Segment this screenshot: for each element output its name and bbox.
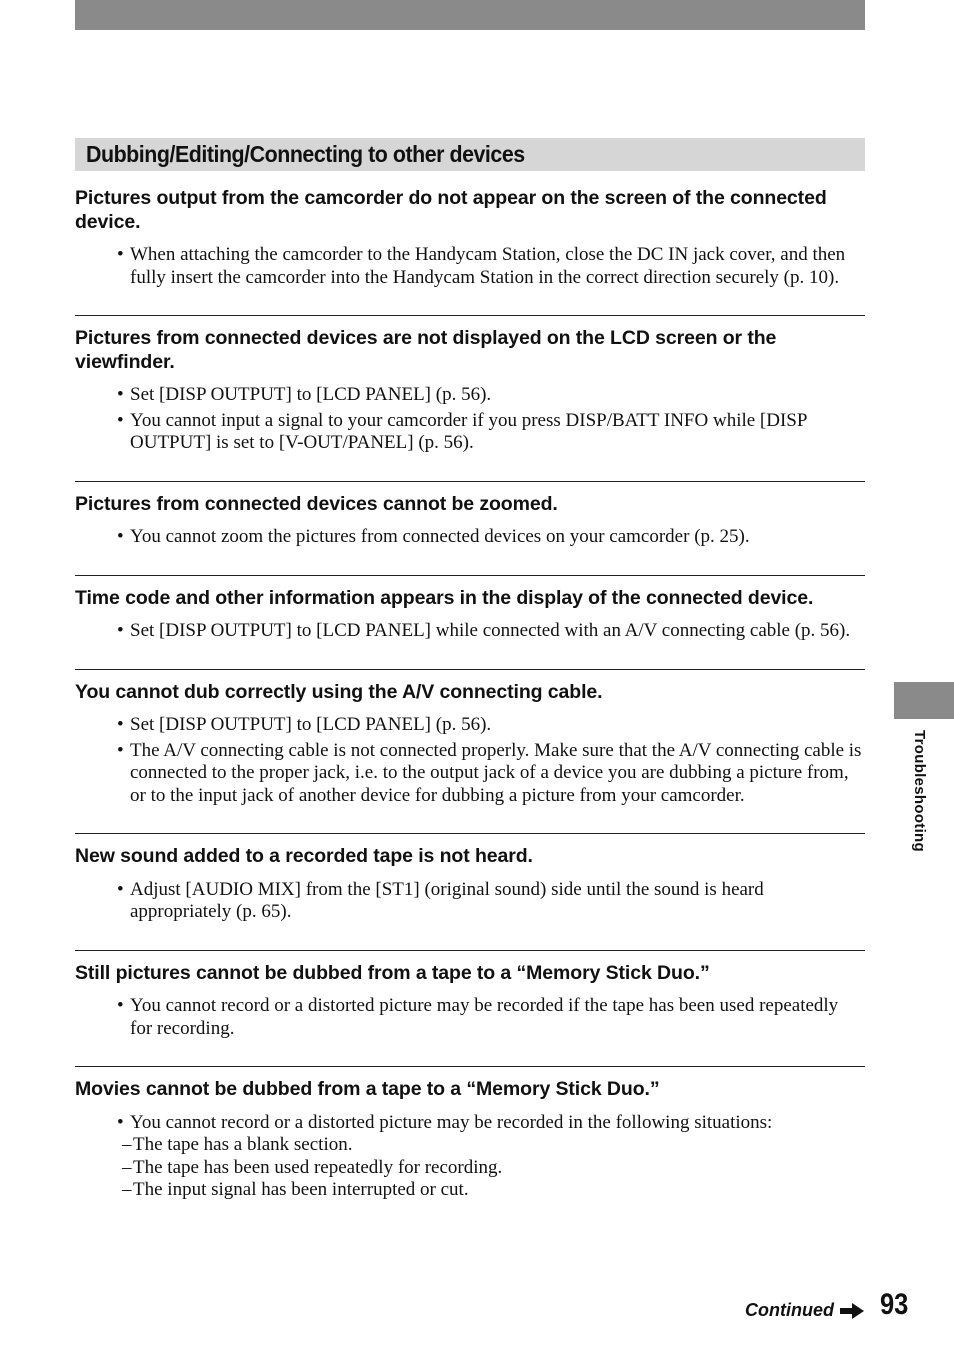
troubleshooting-item: [75, 493, 865, 576]
troubleshooting-item: [75, 845, 865, 951]
bullet-icon: •: [117, 384, 124, 405]
item-heading: New sound added to a recorded tape is not heard.: [75, 845, 533, 867]
bullet-icon: •: [117, 739, 124, 761]
bullet-text: When attaching the camcorder to the Handycam Station, close the DC IN jack cover, and then fully insert the camcorder into the Handycam Station in the correct direction securely (p. 10).: [130, 244, 846, 288]
item-bullets: [75, 620, 865, 643]
troubleshooting-item: [75, 1078, 865, 1225]
side-tab-label: Troubleshooting: [911, 730, 928, 852]
item-bullets: [75, 384, 865, 455]
bullet-text: You cannot record or a distorted picture may be recorded if the tape has been used repeatedly for recording.: [130, 995, 839, 1039]
page-number: 93: [880, 1288, 909, 1321]
bullet-item: [75, 620, 865, 643]
troubleshooting-item: [75, 681, 865, 835]
item-heading: Pictures from connected devices cannot be zoomed.: [75, 492, 558, 515]
bullet-text: You cannot input a signal to your camcorder if you press DISP/BATT INFO while [DISP OUTPUT] is set to [V-OUT/PANEL] (p. 56).: [130, 409, 807, 453]
bullet-item: [75, 384, 865, 407]
bullet-item: [75, 879, 865, 924]
item-heading: Pictures output from the camcorder do not appear on the screen of the connected device.: [75, 187, 827, 233]
bullet-item: [75, 526, 865, 549]
dash-icon: –: [122, 1179, 132, 1200]
troubleshooting-item: [75, 327, 865, 482]
dash-icon: –: [122, 1156, 132, 1178]
troubleshooting-item: [75, 587, 865, 670]
sub-item: [122, 1157, 865, 1180]
sub-item-text: The tape has a blank section.: [133, 1134, 353, 1155]
top-bar: [75, 0, 865, 30]
item-bullets: [75, 1112, 865, 1202]
item-bullets: [75, 714, 865, 807]
item-heading: Movies cannot be dubbed from a tape to a “Memory Stick Duo.”: [75, 1078, 660, 1100]
item-heading: You cannot dub correctly using the A/V connecting cable.: [75, 680, 603, 703]
bullet-text: Set [DISP OUTPUT] to [LCD PANEL] (p. 56).: [130, 714, 492, 735]
bullet-text: The A/V connecting cable is not connected properly. Make sure that the A/V connecting cable is connected to the proper jack, i.e. to the output jack of a device you are dubbing a picture from, or to the input jack of another device for dubbing a picture from your camcorder.: [130, 739, 862, 806]
bullet-text: You cannot zoom the pictures from connected devices on your camcorder (p. 25).: [130, 526, 750, 547]
bullet-item: [75, 244, 865, 289]
arrow-right-icon: [840, 1303, 864, 1319]
item-bullets: [75, 244, 865, 289]
bullet-text: Set [DISP OUTPUT] to [LCD PANEL] (p. 56).: [130, 384, 492, 405]
bullet-icon: •: [117, 995, 124, 1016]
bullet-text: Adjust [AUDIO MIX] from the [ST1] (original sound) side until the sound is heard appropriately (p. 65).: [130, 878, 764, 922]
side-tab-marker: [894, 682, 954, 719]
bullet-text: Set [DISP OUTPUT] to [LCD PANEL] while connected with an A/V connecting cable (p. 56).: [130, 620, 851, 641]
item-heading: Time code and other information appears in the display of the connected device.: [75, 586, 814, 609]
continued-label: Continued: [745, 1300, 834, 1320]
troubleshooting-content: [75, 187, 865, 1236]
bullet-item: [75, 995, 865, 1040]
section-title: Dubbing/Editing/Connecting to other devices: [86, 141, 525, 167]
bullet-icon: •: [117, 878, 124, 900]
bullet-item: [75, 740, 865, 808]
sub-item: [122, 1179, 865, 1202]
bullet-item: [75, 410, 865, 455]
bullet-icon: •: [117, 714, 124, 735]
troubleshooting-item: [75, 187, 865, 316]
item-heading: Pictures from connected devices are not displayed on the LCD screen or the viewfinder.: [75, 327, 777, 373]
item-bullets: [75, 526, 865, 549]
item-bullets: [75, 879, 865, 924]
sub-item-text: The tape has been used repeatedly for recording.: [133, 1156, 503, 1178]
bullet-text: You cannot record or a distorted picture may be recorded in the following situations:: [130, 1111, 773, 1133]
bullet-icon: •: [117, 1111, 124, 1133]
bullet-icon: •: [117, 409, 124, 431]
item-bullets: [75, 995, 865, 1040]
bullet-icon: •: [117, 526, 124, 547]
troubleshooting-item: [75, 962, 865, 1068]
sub-item-text: The input signal has been interrupted or cut.: [133, 1179, 469, 1200]
section-header: [75, 138, 865, 171]
bullet-item: [75, 1112, 865, 1202]
sub-item: [122, 1134, 865, 1157]
bullet-item: [75, 714, 865, 737]
bullet-icon: •: [117, 620, 124, 641]
item-heading: Still pictures cannot be dubbed from a tape to a “Memory Stick Duo.”: [75, 961, 710, 984]
bullet-icon: •: [117, 244, 124, 265]
dash-icon: –: [122, 1134, 132, 1155]
